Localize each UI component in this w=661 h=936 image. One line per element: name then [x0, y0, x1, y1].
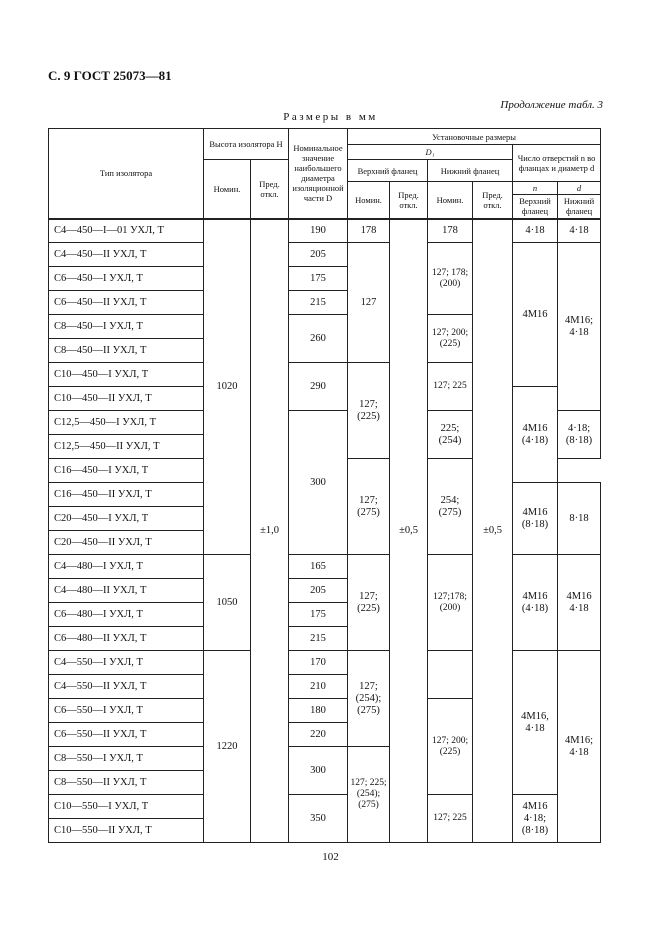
type-cell: С6—550—II УХЛ, Т	[49, 723, 204, 747]
type-cell: С20—450—II УХЛ, Т	[49, 531, 204, 555]
insulator-dimensions-table	[48, 128, 601, 843]
units-caption: Размеры в мм	[283, 111, 378, 123]
type-cell: С6—480—II УХЛ, Т	[49, 627, 204, 651]
diameter-cell: 215	[289, 291, 348, 315]
lower-nom-cell: 127; 225	[428, 363, 473, 411]
type-cell: С12,5—450—II УХЛ, Т	[49, 435, 204, 459]
holes-lower-cell: 8·18	[558, 483, 601, 555]
upper-nom-cell: 127; 225; (254); (275)	[348, 747, 390, 843]
type-cell: С16—450—II УХЛ, Т	[49, 483, 204, 507]
table-row	[49, 243, 601, 267]
header-height-tol: Пред. откл.	[251, 160, 289, 219]
holes-upper-cell: 4·18	[513, 219, 558, 243]
diameter-cell: 165	[289, 555, 348, 579]
header-lower-nom: Номин.	[428, 182, 473, 219]
type-cell: С6—450—II УХЛ, Т	[49, 291, 204, 315]
height-nom-cell: 1220	[204, 651, 251, 843]
diameter-cell: 210	[289, 675, 348, 699]
header-type: Тип изолятора	[49, 129, 204, 219]
type-cell: С4—450—II УХЛ, Т	[49, 243, 204, 267]
type-cell: С6—480—I УХЛ, Т	[49, 603, 204, 627]
height-tol-cell: ±1,0	[251, 219, 289, 843]
header-holes-upper: Верхний фланец	[513, 195, 558, 219]
diameter-cell: 260	[289, 315, 348, 363]
header-height: Высота изолятора H	[204, 129, 289, 160]
header-upper-flange: Верхний фланец	[348, 160, 428, 182]
diameter-cell: 205	[289, 579, 348, 603]
type-cell: С12,5—450—I УХЛ, Т	[49, 411, 204, 435]
type-cell: С4—550—II УХЛ, Т	[49, 675, 204, 699]
table-row	[49, 219, 601, 243]
holes-lower-cell: 4·18; (8·18)	[558, 411, 601, 459]
header-diameter: Номинальное значение наибольшего диаметра изоляционной части D	[289, 129, 348, 219]
header-height-nom: Номин.	[204, 160, 251, 219]
page-header: С. 9 ГОСТ 25073—81	[48, 68, 172, 83]
holes-lower-cell: 4М16; 4·18	[558, 651, 601, 843]
page-number: 102	[322, 851, 339, 863]
diameter-cell: 300	[289, 747, 348, 795]
upper-nom-cell: 127; (275)	[348, 459, 390, 555]
diameter-cell: 215	[289, 627, 348, 651]
diameter-cell: 300	[289, 411, 348, 555]
holes-upper-cell: 4М16 (8·18)	[513, 483, 558, 555]
header-mounting: Установочные размеры	[348, 129, 601, 145]
upper-nom-cell: 178	[348, 219, 390, 243]
type-cell: С8—550—I УХЛ, Т	[49, 747, 204, 771]
diameter-cell: 350	[289, 795, 348, 843]
lower-nom-cell: 127; 200; (225)	[428, 315, 473, 363]
upper-nom-cell: 127; (225)	[348, 363, 390, 459]
lower-nom-cell: 225; (254)	[428, 411, 473, 459]
type-cell: С16—450—I УХЛ, Т	[49, 459, 204, 483]
type-cell: С6—550—I УХЛ, Т	[49, 699, 204, 723]
header-upper-tol: Пред. откл.	[390, 182, 428, 219]
header-d: d	[558, 182, 601, 195]
table-row	[49, 795, 601, 819]
lower-nom-cell: 178	[428, 219, 473, 243]
type-cell: С20—450—I УХЛ, Т	[49, 507, 204, 531]
holes-upper-cell: 4М16, 4·18	[513, 651, 558, 795]
upper-tol-cell: ±0,5	[390, 219, 428, 843]
height-nom-cell: 1020	[204, 219, 251, 555]
holes-upper-cell: 4М16 (4·18)	[513, 555, 558, 651]
diameter-cell: 205	[289, 243, 348, 267]
holes-lower-cell: 4М16 4·18	[558, 555, 601, 651]
lower-nom-cell: 127; 178; (200)	[428, 243, 473, 315]
upper-nom-cell: 127; (225)	[348, 555, 390, 651]
upper-nom-cell: 127	[348, 243, 390, 363]
header-n: n	[513, 182, 558, 195]
type-cell: С4—450—I—01 УХЛ, Т	[49, 219, 204, 243]
type-cell: С8—450—II УХЛ, Т	[49, 339, 204, 363]
holes-lower-cell: 4·18	[558, 219, 601, 243]
lower-nom-cell	[428, 651, 473, 699]
holes-lower-cell: 4М16; 4·18	[558, 243, 601, 411]
table-row	[49, 555, 601, 579]
upper-nom-cell: 127; (254); (275)	[348, 651, 390, 747]
header-d1: D₁	[348, 145, 513, 160]
diameter-cell: 290	[289, 363, 348, 411]
diameter-cell: 180	[289, 699, 348, 723]
diameter-cell: 190	[289, 219, 348, 243]
header-lower-tol: Пред. откл.	[473, 182, 513, 219]
lower-nom-cell: 127; 225	[428, 795, 473, 843]
lower-tol-cell: ±0,5	[473, 219, 513, 843]
continuation-note: Продолжение табл. 3	[500, 99, 603, 111]
type-cell: С4—480—II УХЛ, Т	[49, 579, 204, 603]
diameter-cell: 220	[289, 723, 348, 747]
type-cell: С8—550—II УХЛ, Т	[49, 771, 204, 795]
type-cell: С4—480—I УХЛ, Т	[49, 555, 204, 579]
type-cell: С10—450—I УХЛ, Т	[49, 363, 204, 387]
height-nom-cell: 1050	[204, 555, 251, 651]
header-upper-nom: Номин.	[348, 182, 390, 219]
type-cell: С4—550—I УХЛ, Т	[49, 651, 204, 675]
holes-upper-cell: 4М16	[513, 243, 558, 387]
type-cell: С10—550—I УХЛ, Т	[49, 795, 204, 819]
lower-nom-cell: 127; 200; (225)	[428, 699, 473, 795]
header-lower-flange: Нижний фланец	[428, 160, 513, 182]
diameter-cell: 175	[289, 267, 348, 291]
type-cell: С10—450—II УХЛ, Т	[49, 387, 204, 411]
lower-nom-cell: 254; (275)	[428, 459, 473, 555]
diameter-cell: 170	[289, 651, 348, 675]
holes-upper-cell: 4М16 (4·18)	[513, 387, 558, 483]
lower-nom-cell: 127;178; (200)	[428, 555, 473, 651]
type-cell: С10—550—II УХЛ, Т	[49, 819, 204, 843]
diameter-cell: 175	[289, 603, 348, 627]
type-cell: С8—450—I УХЛ, Т	[49, 315, 204, 339]
type-cell: С6—450—I УХЛ, Т	[49, 267, 204, 291]
holes-upper-cell: 4М16 4·18; (8·18)	[513, 795, 558, 843]
header-holes: Число отверстий n во фланцах и диаметр d	[513, 145, 601, 182]
header-holes-lower: Нижний фланец	[558, 195, 601, 219]
table-row	[49, 651, 601, 675]
